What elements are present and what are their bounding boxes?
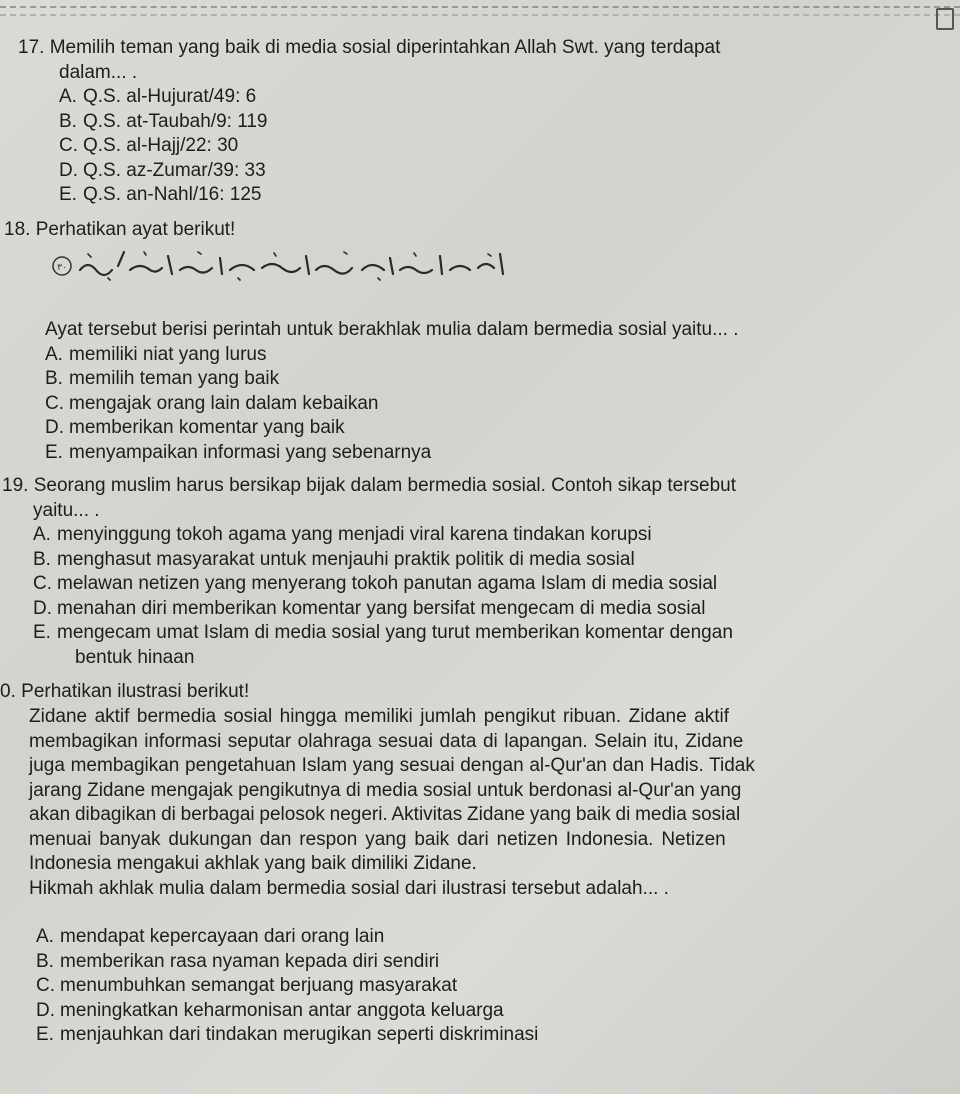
q20-option-a[interactable] [20,925,920,950]
q18-option-b[interactable] [4,367,934,392]
q20-option-c[interactable] [20,974,920,999]
option-letter: B. [36,950,54,972]
option-text: meningkatkan keharmonisan antar anggota keluarga [60,999,504,1021]
option-text: memilih teman yang baik [69,368,280,389]
q18-option-d[interactable] [4,416,934,441]
option-letter: D. [59,159,78,181]
option-letter: D. [36,999,55,1021]
option-letter: D. [45,417,64,438]
q18-option-a[interactable] [4,343,934,368]
q19-option-e[interactable] [2,621,934,646]
option-text: menghasut masyarakat untuk menjauhi praktik politik di media sosial [57,548,635,570]
option-letter: A. [45,343,63,365]
option-letter: B. [33,548,51,570]
option-text: mendapat kepercayaan dari orang lain [60,926,385,947]
question-19-stem-cont: yaitu... . [33,499,100,521]
option-text: Q.S. al-Hajj/22: 30 [83,135,239,156]
option-letter: D. [33,597,52,619]
option-letter: C. [45,392,64,414]
q17-option-e[interactable] [18,183,930,208]
q19-option-b[interactable] [2,548,934,573]
quran-verse-image [48,244,518,284]
option-letter: A. [59,86,77,107]
option-letter: A. [33,524,51,545]
paragraph-line: juga membagikan pengetahuan Islam yang sesuai dengan al-Qur'an dan Hadis. Tidak [29,755,755,776]
question-18 [4,218,934,243]
question-18-stem [4,218,934,243]
option-text: memberikan komentar yang baik [69,417,345,438]
question-17-stem [18,36,930,61]
option-text: Q.S. at-Taubah/9: 119 [83,110,268,132]
option-text: memiliki niat yang lurus [69,343,267,365]
q19-option-c[interactable] [2,572,934,597]
option-text: menumbuhkan semangat berjuang masyarakat [60,975,458,996]
paragraph-line: Zidane aktif bermedia sosial hingga memiliki jumlah pengikut ribuan. Zidane aktif [29,706,730,727]
question-17-stem-cont: dalam... . [59,61,138,83]
page-top-border [0,6,960,16]
q17-option-c[interactable] [18,134,930,159]
paragraph-line: akan dibagikan di berbagai pelosok negeri. Aktivitas Zidane yang baik di media sosial [29,804,741,825]
q20-option-e[interactable] [20,1023,920,1048]
question-17 [18,36,930,208]
question-20-stem [0,680,936,705]
paragraph-line: menuai banyak dukungan dan respon yang baik dari netizen Indonesia. Netizen [29,828,726,850]
q20-option-b[interactable] [20,950,920,975]
option-letter: B. [45,368,63,389]
paragraph-line: Indonesia mengakui akhlak yang baik dimiliki Zidane. [29,853,477,874]
option-text: menyampaikan informasi yang sebenarnya [69,441,432,463]
illustration-paragraph [29,705,937,901]
question-18-body [4,318,934,465]
option-text: mengecam umat Islam di media sosial yang turut memberikan komentar dengan [57,622,733,643]
question-18-prompt: Ayat tersebut berisi perintah untuk berakhlak mulia dalam bermedia sosial yaitu... . [45,319,739,340]
paragraph-line: membagikan informasi seputar olahraga sesuai data di lapangan. Selain itu, Zidane [29,730,744,752]
arabic-verse-drawing [48,244,518,284]
option-letter: E. [33,622,51,643]
option-letter: C. [33,573,52,594]
option-text: Q.S. an-Nahl/16: 125 [83,184,262,205]
option-letter: E. [36,1024,54,1045]
paragraph-line: jarang Zidane mengajak pengikutnya di media sosial untuk berdonasi al-Qur'an yang [29,779,742,801]
question-text: Memilih teman yang baik di media sosial diperintahkan Allah Swt. yang terdapat [49,37,721,58]
q17-option-a[interactable] [18,85,930,110]
option-text: melawan netizen yang menyerang tokoh panutan agama Islam di media sosial [57,573,718,594]
question-number: 19. [2,475,29,496]
option-letter: A. [36,926,54,947]
option-text: mengajak orang lain dalam kebaikan [69,392,379,414]
option-letter: B. [59,110,77,132]
option-text: Q.S. al-Hujurat/49: 6 [83,86,257,107]
question-20 [0,680,936,705]
q20-option-d[interactable] [20,999,920,1024]
page-corner-mark [936,8,954,30]
q17-option-b[interactable] [18,110,930,135]
question-text: Seorang muslim harus bersikap bijak dalam bermedia sosial. Contoh sikap tersebut [33,475,736,496]
option-letter: C. [59,135,78,156]
svg-text:٣٠: ٣٠ [57,263,67,273]
option-text: menahan diri memberikan komentar yang bersifat mengecam di media sosial [57,597,706,619]
option-text: Q.S. az-Zumar/39: 33 [83,159,266,181]
option-letter: E. [45,441,63,463]
question-20-prompt: Hikmah akhlak mulia dalam bermedia sosial dari ilustrasi tersebut adalah... . [29,877,669,899]
option-text: memberikan rasa nyaman kepada diri sendiri [60,950,440,972]
q19-option-e-cont: bentuk hinaan [75,646,195,668]
q18-option-e[interactable] [4,441,934,466]
question-19-stem [2,474,934,499]
option-letter: C. [36,975,55,996]
q19-option-a[interactable] [2,523,934,548]
question-number: 0. [0,681,16,702]
question-number: 17. [18,37,45,58]
option-text: menyinggung tokoh agama yang menjadi viral karena tindakan korupsi [57,524,652,545]
option-text: menjauhkan dari tindakan merugikan seperti diskriminasi [60,1024,539,1045]
question-20-options [20,925,920,1048]
q17-option-d[interactable] [18,159,930,184]
option-letter: E. [59,184,77,205]
question-text: Perhatikan ilustrasi berikut! [21,681,250,702]
question-number: 18. [4,219,31,240]
question-19 [2,474,934,670]
question-text: Perhatikan ayat berikut! [35,219,236,240]
q18-option-c[interactable] [4,392,934,417]
q19-option-d[interactable] [2,597,934,622]
